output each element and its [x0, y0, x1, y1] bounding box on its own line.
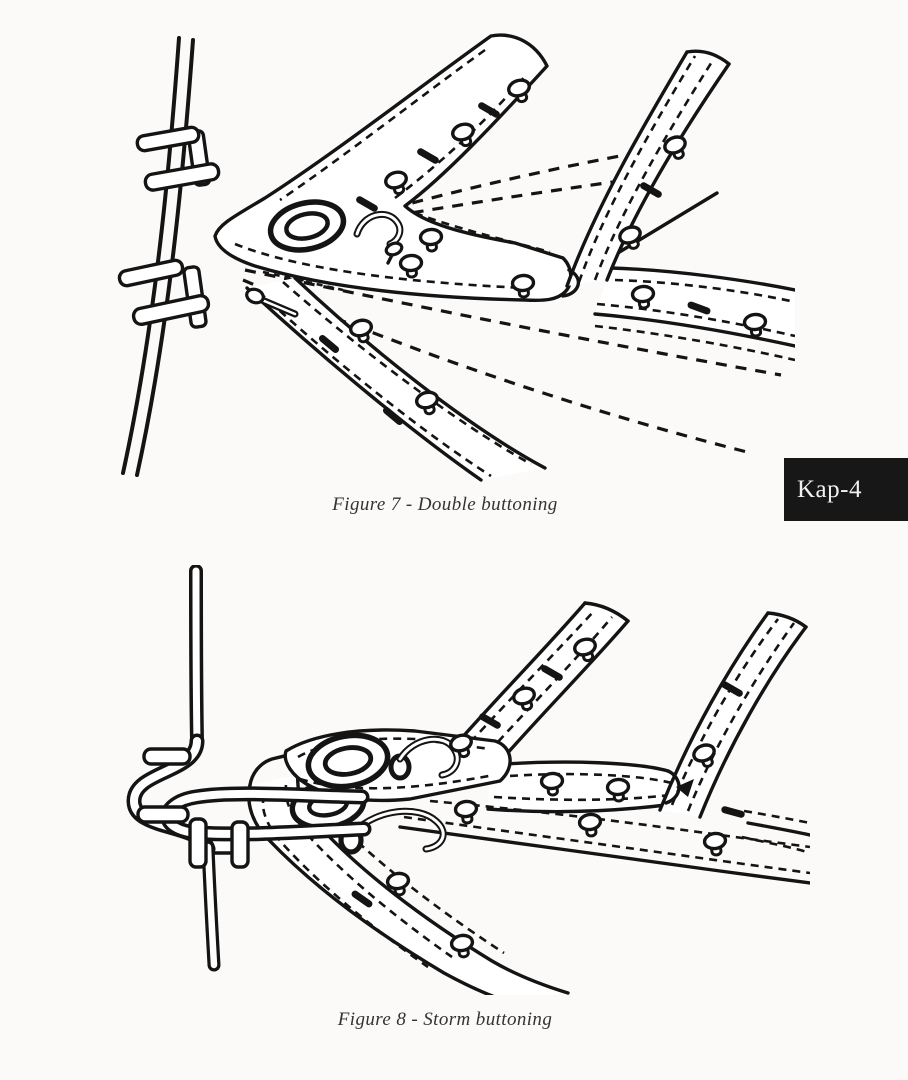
toggle-cap-left [190, 819, 206, 867]
rail-with-toggles [118, 38, 220, 475]
strap-middle [488, 762, 810, 853]
toggle-lower [118, 259, 210, 328]
figure8-illustration [100, 565, 810, 995]
toggle-cap-right [232, 822, 248, 867]
strap-steep-right [660, 613, 806, 817]
figure7-caption: Figure 7 - Double buttoning [332, 494, 558, 515]
strap-lower-left [247, 278, 545, 480]
rail-bar-upper [144, 749, 190, 764]
corner-flap [215, 35, 571, 300]
figure7-illustration [95, 28, 795, 483]
strap-upper-right [567, 51, 729, 286]
figure8-caption: Figure 8 - Storm buttoning [337, 1009, 553, 1030]
chapter-tab: Kap-4 [784, 458, 908, 521]
rail-bar-lower [138, 807, 188, 822]
toggle-upper [136, 126, 220, 191]
